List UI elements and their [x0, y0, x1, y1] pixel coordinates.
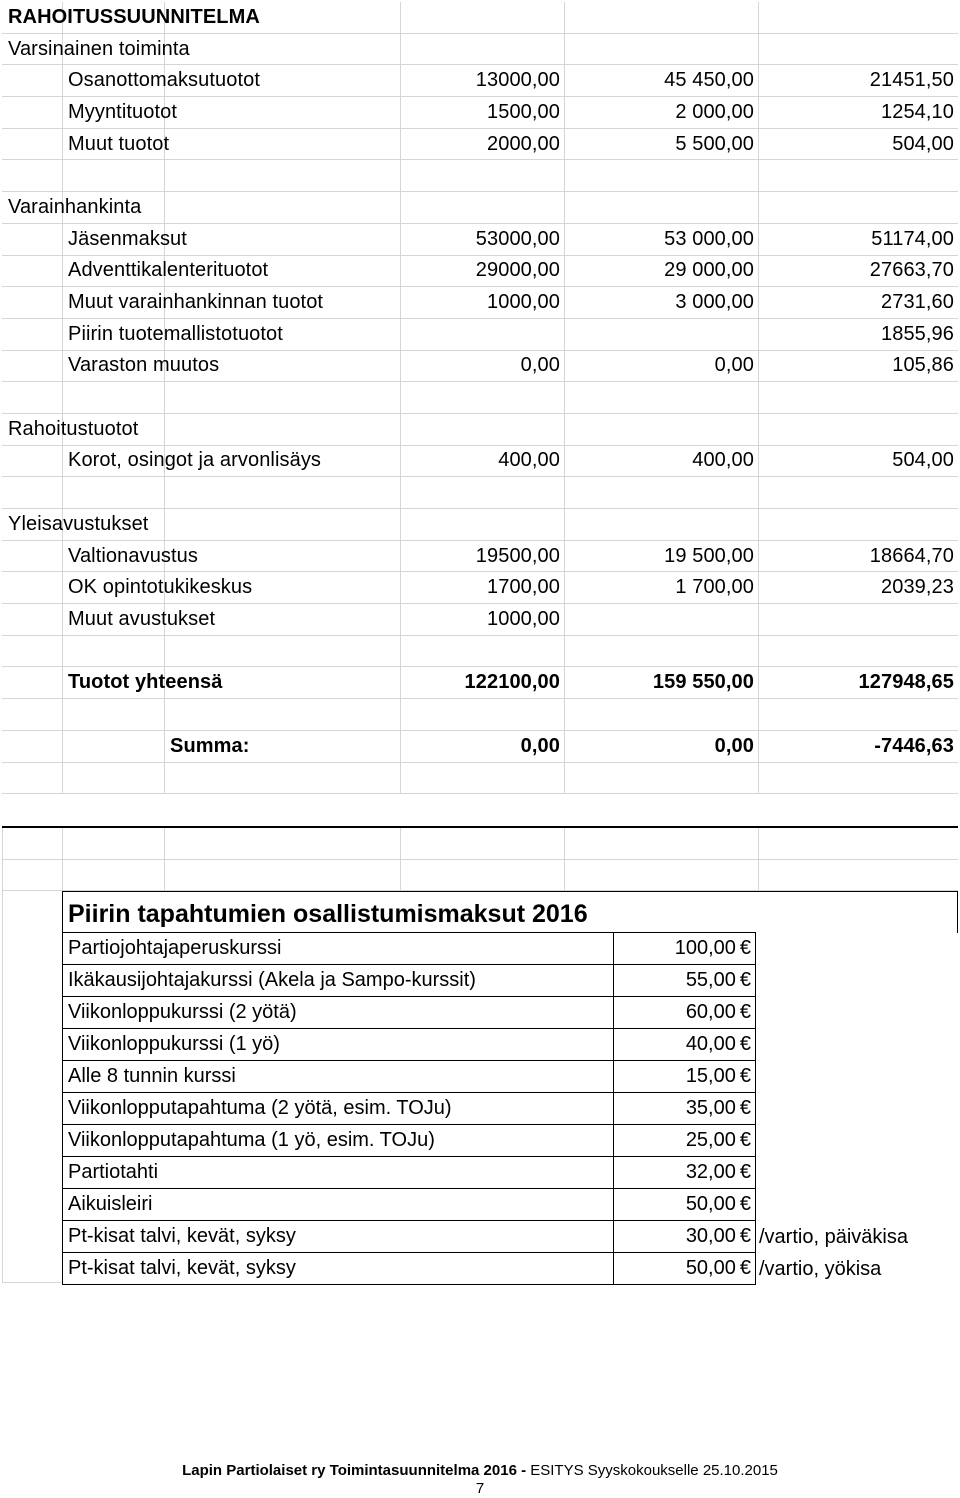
item-label: OK opintotukikeskus [68, 576, 253, 599]
fee-price: 50,00 [685, 1257, 736, 1279]
footer-org: Lapin Partiolaiset ry Toimintasuunnitelma 2016 - [182, 1462, 527, 1479]
budget-value-2: 19 500,00 [664, 544, 754, 567]
section-label: Rahoitustuotot [8, 417, 139, 440]
budget-value-2: 0,00 [714, 734, 754, 757]
budget-value-3: 105,86 [892, 354, 954, 377]
budget-row [2, 414, 958, 446]
fee-note: /vartio, yökisa [759, 1257, 882, 1280]
budget-value-3: 127948,65 [858, 671, 954, 694]
footer-rest: ESITYS Syyskokoukselle 25.10.2015 [530, 1462, 778, 1479]
fee-price: 30,00 [685, 1225, 736, 1247]
fee-price-cell [614, 997, 756, 1029]
budget-value-2: 29 000,00 [664, 259, 754, 282]
item-label: Piirin tuotemallistotuotot [68, 322, 283, 345]
fee-price-cell [614, 1189, 756, 1221]
fee-price: 32,00 [685, 1161, 736, 1183]
fee-price: 35,00 [685, 1097, 736, 1119]
fee-price-cell [614, 1253, 756, 1285]
item-label: Adventtikalenterituotot [68, 259, 269, 282]
fee-label: Aikuisleiri [62, 1189, 614, 1221]
currency-symbol: € [739, 1097, 751, 1119]
fee-price-cell [614, 1221, 756, 1253]
budget-row [2, 541, 958, 573]
budget-row [2, 667, 958, 699]
section-label: Varsinainen toiminta [8, 37, 190, 60]
budget-sheet [2, 2, 958, 794]
budget-row [2, 97, 958, 129]
budget-value-2: 5 500,00 [675, 132, 754, 155]
fee-row [62, 1253, 958, 1285]
fee-row [62, 997, 958, 1029]
currency-symbol: € [739, 969, 751, 991]
budget-value-2: 400,00 [692, 449, 754, 472]
budget-row [2, 636, 958, 668]
budget-value-3: 1855,96 [881, 322, 954, 345]
budget-value-3: 504,00 [892, 449, 954, 472]
item-label: Korot, osingot ja arvonlisäys [68, 449, 322, 472]
fee-price-cell [614, 1157, 756, 1189]
budget-row [2, 34, 958, 66]
currency-symbol: € [739, 1001, 751, 1023]
fee-price: 25,00 [685, 1129, 736, 1151]
fee-row [62, 1093, 958, 1125]
fee-price-cell [614, 933, 756, 965]
fee-label: Pt-kisat talvi, kevät, syksy [62, 1253, 614, 1285]
page-footer [0, 1462, 960, 1479]
item-label: Muut avustukset [68, 607, 216, 630]
item-label: Jäsenmaksut [68, 227, 187, 250]
fee-price: 100,00 [674, 937, 736, 959]
fee-row [62, 1221, 958, 1253]
currency-symbol: € [739, 1161, 751, 1183]
fee-price: 40,00 [685, 1033, 736, 1055]
fee-label: Viikonloppukurssi (1 yö) [62, 1029, 614, 1061]
budget-row [2, 319, 958, 351]
budget-row [2, 509, 958, 541]
fee-row [62, 1189, 958, 1221]
budget-value-2: 3 000,00 [675, 291, 754, 314]
currency-symbol: € [739, 937, 751, 959]
budget-value-1: 1500,00 [487, 100, 560, 123]
budget-value-3: 504,00 [892, 132, 954, 155]
item-label: Tuotot yhteensä [68, 671, 223, 694]
budget-row [2, 477, 958, 509]
budget-title: RAHOITUSSUUNNITELMA [8, 5, 260, 28]
budget-row [2, 224, 958, 256]
budget-value-1: 13000,00 [475, 69, 560, 92]
budget-row [2, 699, 958, 731]
fee-label: Partiotahti [62, 1157, 614, 1189]
budget-value-1: 19500,00 [475, 544, 560, 567]
fee-row [62, 1061, 958, 1093]
page-number: 7 [475, 1480, 485, 1497]
fee-price-cell [614, 1093, 756, 1125]
fee-label: Ikäkausijohtajakurssi (Akela ja Sampo-kurssit) [62, 965, 614, 997]
fee-price-cell [614, 1061, 756, 1093]
section-label: Varainhankinta [8, 195, 142, 218]
fees-title: Piirin tapahtumien osallistumismaksut 2016 [62, 891, 756, 933]
budget-value-3: 2731,60 [881, 291, 954, 314]
fee-price: 60,00 [685, 1001, 736, 1023]
fee-row [62, 933, 958, 965]
currency-symbol: € [739, 1257, 751, 1279]
budget-row [2, 763, 958, 795]
fee-price-cell [614, 1125, 756, 1157]
budget-row [2, 192, 958, 224]
budget-value-3: 51174,00 [871, 227, 954, 250]
fee-row [62, 965, 958, 997]
budget-row [2, 160, 958, 192]
fee-row [62, 1125, 958, 1157]
budget-value-2: 2 000,00 [675, 100, 754, 123]
budget-value-2: 45 450,00 [664, 69, 754, 92]
budget-value-3: 21451,50 [869, 69, 954, 92]
fee-label: Viikonlopputapahtuma (1 yö, esim. TOJu) [62, 1125, 614, 1157]
budget-row [2, 604, 958, 636]
budget-value-1: 29000,00 [475, 259, 560, 282]
budget-value-2: 159 550,00 [652, 671, 754, 694]
budget-row [2, 65, 958, 97]
section-label: Yleisavustukset [8, 512, 149, 535]
fees-title-row [62, 891, 958, 933]
item-label: Muut tuotot [68, 132, 170, 155]
budget-row [2, 129, 958, 161]
currency-symbol: € [739, 1065, 751, 1087]
budget-row [2, 351, 958, 383]
budget-row [2, 287, 958, 319]
budget-value-1: 53000,00 [475, 227, 560, 250]
budget-row [2, 446, 958, 478]
fee-price: 55,00 [685, 969, 736, 991]
fee-row [62, 1029, 958, 1061]
budget-value-1: 122100,00 [464, 671, 560, 694]
fee-label: Pt-kisat talvi, kevät, syksy [62, 1221, 614, 1253]
fee-note: /vartio, päiväkisa [759, 1225, 908, 1248]
budget-value-2: 0,00 [714, 354, 754, 377]
fee-label: Partiojohtajaperuskurssi [62, 933, 614, 965]
fee-price-cell [614, 965, 756, 997]
fee-row [62, 1157, 958, 1189]
budget-value-3: 18664,70 [869, 544, 954, 567]
budget-value-1: 2000,00 [487, 132, 560, 155]
budget-value-1: 1000,00 [487, 607, 560, 630]
budget-value-1: 1700,00 [487, 576, 560, 599]
fees-table [62, 891, 958, 1285]
fee-price: 15,00 [685, 1065, 736, 1087]
budget-title-row [2, 2, 958, 34]
item-label: Muut varainhankinnan tuotot [68, 291, 324, 314]
fees-rows [62, 933, 958, 1285]
budget-row [2, 256, 958, 288]
budget-value-3: 27663,70 [869, 259, 954, 282]
budget-value-2: 53 000,00 [664, 227, 754, 250]
budget-value-1: 1000,00 [487, 291, 560, 314]
currency-symbol: € [739, 1129, 751, 1151]
fee-label: Alle 8 tunnin kurssi [62, 1061, 614, 1093]
item-label: Valtionavustus [68, 544, 198, 567]
item-label: Osanottomaksutuotot [68, 69, 261, 92]
fee-price: 50,00 [685, 1193, 736, 1215]
item-label: Varaston muutos [68, 354, 220, 377]
currency-symbol: € [739, 1033, 751, 1055]
item-label: Myyntituotot [68, 100, 178, 123]
fee-label: Viikonloppukurssi (2 yötä) [62, 997, 614, 1029]
fee-label: Viikonlopputapahtuma (2 yötä, esim. TOJu) [62, 1093, 614, 1125]
budget-value-3: 1254,10 [881, 100, 954, 123]
fee-price-cell [614, 1029, 756, 1061]
budget-value-1: 0,00 [520, 734, 560, 757]
budget-row [2, 731, 958, 763]
currency-symbol: € [739, 1193, 751, 1215]
budget-rows [2, 34, 958, 795]
sum-label: Summa: [170, 734, 250, 757]
budget-value-2: 1 700,00 [675, 576, 754, 599]
budget-value-3: -7446,63 [874, 734, 954, 757]
budget-value-1: 0,00 [520, 354, 560, 377]
budget-value-1: 400,00 [498, 449, 560, 472]
currency-symbol: € [739, 1225, 751, 1247]
budget-row [2, 382, 958, 414]
budget-row [2, 572, 958, 604]
budget-value-3: 2039,23 [881, 576, 954, 599]
